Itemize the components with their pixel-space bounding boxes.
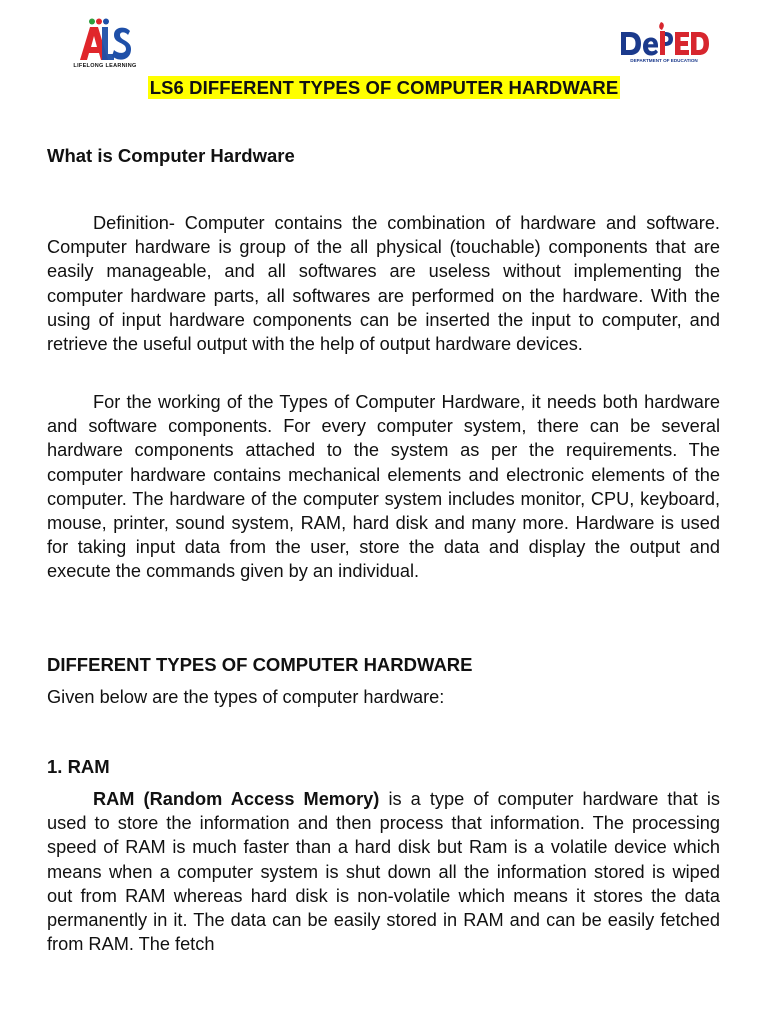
section-heading-what-is: What is Computer Hardware [47, 145, 295, 166]
als-logo-caption: LIFELONG LEARNING [73, 63, 137, 69]
ram-paragraph [47, 787, 720, 956]
als-logo-mark [78, 18, 132, 62]
definition-paragraph: Definition- Computer contains the combination of hardware and software. Computer hardware is group of the all physical (touchable) components that are easily manageable, and all softwares are useless without implementing the computer hardware parts, all softwares are performed on the hardware. With the using of input hardware components can be inserted the input to computer, and retrieve the useful output with the help of output hardware devices. [47, 213, 720, 355]
types-intro-text: Given below are the types of computer hardware: [47, 687, 445, 707]
working-paragraph: For the working of the Types of Computer Hardware, it needs both hardware and software components. For every computer system, there can be several hardware components attached to the system as per the requirements. The computer hardware contains mechanical elements and electronic elements of the computer. The hardware of the computer system includes monitor, CPU, keyboard, mouse, printer, sound system, RAM, hard disk and many more. Hardware is used for taking input data from the user, store the data and display the output and execute the commands given by an individual. [47, 392, 720, 582]
als-logo [72, 18, 138, 74]
section-heading-types: DIFFERENT TYPES OF COMPUTER HARDWARE [47, 654, 473, 675]
section-heading-ram: 1. RAM [47, 756, 110, 777]
deped-logo-caption: DEPARTMENT OF EDUCATION [630, 58, 698, 63]
document-title [0, 77, 768, 99]
ram-term: RAM (Random Access Memory) [93, 789, 380, 809]
ram-paragraph-text: is a type of computer hardware that is used to store the information and then process that information. The processing speed of RAM is much faster than a hard disk but Ram is a volatile device which means when a computer system is shut down all the information stored is wiped out from RAM whereas hard disk is non-volatile which means it stores the data permanently in it. The data can be easily stored in RAM and can be easily fetched from RAM. The fetch [47, 789, 720, 955]
deped-logo [618, 18, 710, 64]
deped-logo-mark [618, 18, 710, 64]
document-title-text: LS6 DIFFERENT TYPES OF COMPUTER HARDWARE [149, 77, 619, 98]
